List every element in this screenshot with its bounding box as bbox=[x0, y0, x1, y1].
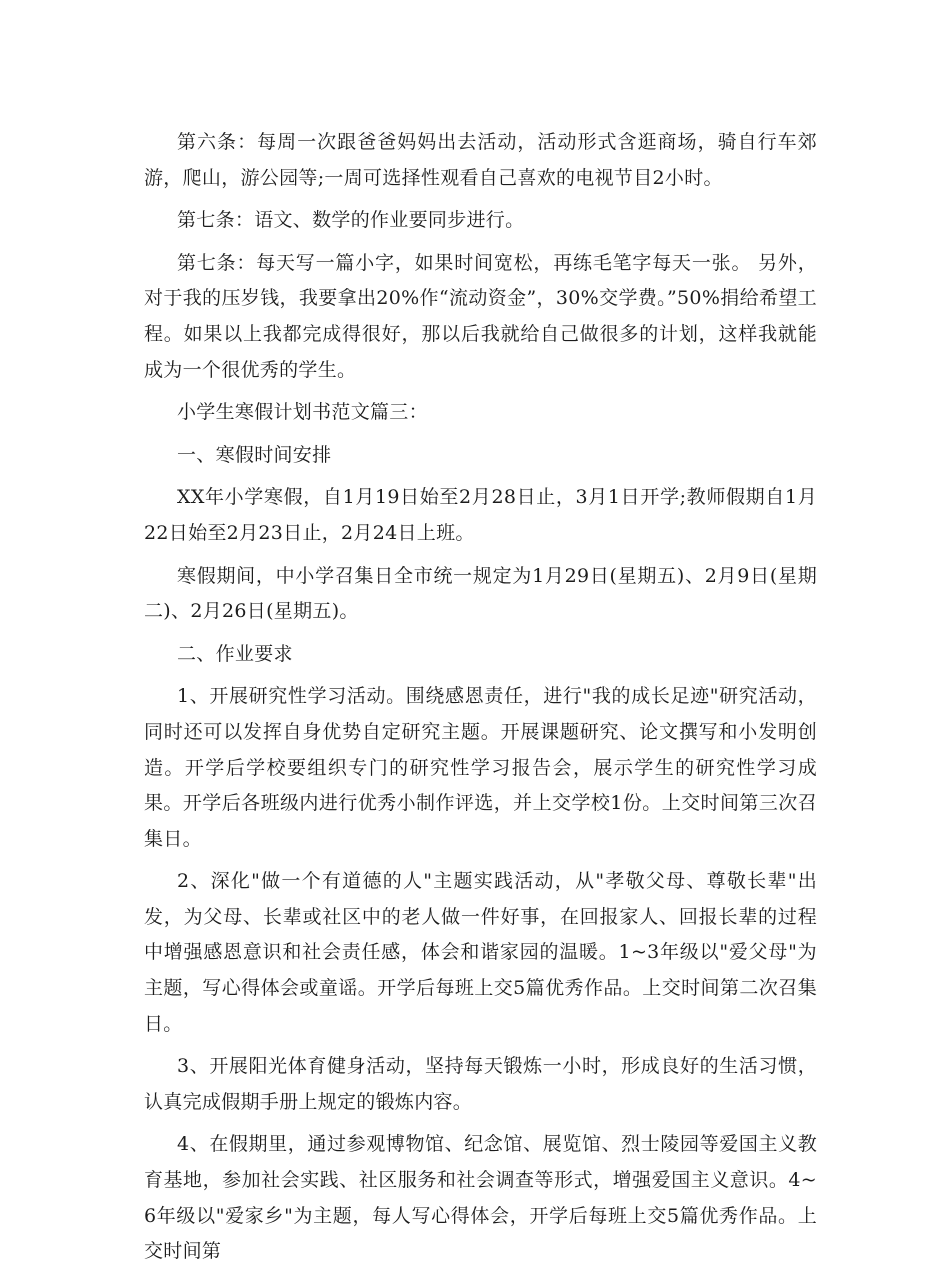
heading-homework-requirements: 二、作业要求 bbox=[177, 642, 293, 665]
paragraph-article-7-writing: 第七条：每天写一篇小字，如果时间宽松，再练毛笔字每天一张。 另外，对于我的压岁钱，我要拿出20%作“流动资金”，30%交学费。”50%捐给希望工程。如果以上我都完成得很好，那以后我就给自己做很多的计划，这样我就能成为一个很优秀的学生。 bbox=[144, 251, 817, 381]
paragraph-article-6: 第六条：每周一次跟爸爸妈妈出去活动，活动形式含逛商场，骑自行车郊游，爬山，游公园等;一周可选择性观看自己喜欢的电视节目2小时。 bbox=[144, 131, 817, 189]
paragraph-requirement-4: 4、在假期里，通过参观博物馆、纪念馆、展览馆、烈士陵园等爱国主义教育基地，参加社会实践、社区服务和社会调查等形式，增强爱国主义意识。4~6年级以"爱家乡"为主题，每人写心得体会，开学后每班上交5篇优秀作品。上交时间第 bbox=[144, 1133, 817, 1263]
section-heading-part-three: 小学生寒假计划书范文篇三： bbox=[177, 401, 428, 424]
paragraph-assembly-days: 寒假期间，中小学召集日全市统一规定为1月29日(星期五)、2月9日(星期二)、2月26日(星期五)。 bbox=[144, 564, 817, 623]
paragraph-requirement-3: 3、开展阳光体育健身活动，坚持每天锻炼一小时，形成良好的生活习惯，认真完成假期手册上规定的锻炼内容。 bbox=[144, 1055, 817, 1113]
heading-schedule: 一、寒假时间安排 bbox=[177, 443, 332, 466]
paragraph-requirement-1: 1、开展研究性学习活动。围绕感恩责任，进行"我的成长足迹"研究活动，同时还可以发挥自身优势自定研究主题。开展课题研究、论文撰写和小发明创造。开学后学校要组织专门的研究性学习报告会，展示学生的研究性学习成果。开学后各班级内进行优秀小制作评选，并上交学校1份。上交时间第三次召集日。 bbox=[144, 685, 817, 850]
paragraph-article-7-homework: 第七条：语文、数学的作业要同步进行。 bbox=[177, 209, 525, 232]
paragraph-vacation-dates: XX年小学寒假，自1月19日始至2月28日止，3月1日开学;教师假期自1月22日始至2月23日止，2月24日上班。 bbox=[144, 486, 817, 544]
paragraph-requirement-2: 2、深化"做一个有道德的人"主题实践活动，从"孝敬父母、尊敬长辈"出发，为父母、长辈或社区中的老人做一件好事，在回报家人、回报长辈的过程中增强感恩意识和社会责任感，体会和谐家园的温暖。1~3年级以"爱父母"为主题，写心得体会或童谣。开学后每班上交5篇优秀作品。上交时间第二次召集日。 bbox=[144, 870, 817, 1035]
